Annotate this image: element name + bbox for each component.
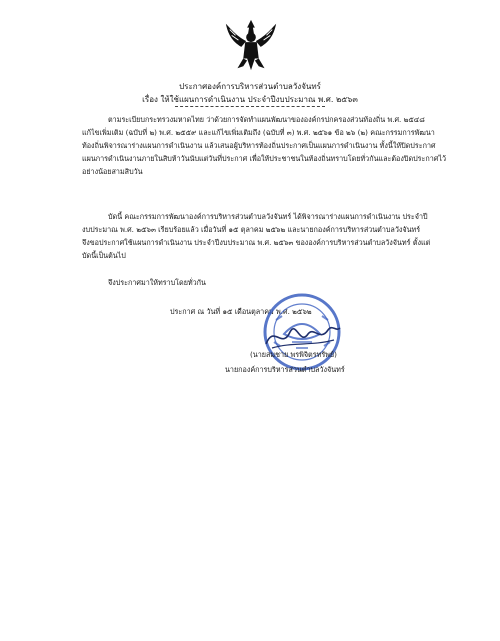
paragraph-line: อย่างน้อยสามสิบวัน [82,167,143,176]
paragraph-line: แผนการดำเนินงานภายในสิบห้าวันนับแต่วันที่ประกาศ เพื่อให้ประชาชนในท้องถิ่นทราบโดยทั่วกันและต้องปิดประกาศไว้ [82,154,446,163]
paragraph-line: จึงประกาศมาให้ทราบโดยทั่วกัน [108,278,206,287]
announcement-date: ประกาศ ณ วันที่ ๑๕ เดือนตุลาคม พ.ศ. ๒๕๖๒ [170,307,312,316]
signer-name: (นายสมชาย พรพิจิตรทรัพย์) [250,350,337,359]
paragraph-line: ท้องถิ่นพิจารณาร่างแผนการดำเนินงาน แล้วเสนอผู้บริหารท้องถิ่นประกาศเป็นแผนการดำเนินงาน ทั้งนี้ให้ปิดประกาศ [82,141,436,150]
signer-position: นายกองค์การบริหารส่วนตำบลวังจันทร์ [225,365,345,374]
paragraph-regulation [82,113,450,178]
garuda-emblem-icon [222,16,280,74]
paragraph-line: บัดนี้เป็นต้นไป [82,251,126,260]
divider [175,106,325,107]
paragraph-closing [82,276,450,289]
paragraph-line: ตามระเบียบกระทรวงมหาดไทย ว่าด้วยการจัดทำแผนพัฒนาขององค์กรปกครองส่วนท้องถิ่น พ.ศ. ๒๕๔๘ [108,115,425,124]
paragraph-approval [82,210,450,262]
paragraph-line: งบประมาณ พ.ศ. ๒๕๖๓ เรียบร้อยแล้ว เมื่อวันที่ ๑๕ ตุลาคม ๒๕๖๒ และนายกองค์การบริหารส่วนตำบลวังจันทร์ [82,225,421,234]
paragraph-line: จึงขอประกาศใช้แผนการดำเนินงาน ประจำปีงบประมาณ พ.ศ. ๒๕๖๓ ขององค์การบริหารส่วนตำบลวังจันทร์ ตั้งแต่ [82,238,431,247]
announcement-title: ประกาศองค์การบริหารส่วนตำบลวังจันทร์ [179,82,321,91]
paragraph-line: แก้ไขเพิ่มเติม (ฉบับที่ ๒) พ.ศ. ๒๕๕๙ และแก้ไขเพิ่มเติมถึง (ฉบับที่ ๓) พ.ศ. ๒๕๖๑ ข้อ ๒๖ (๒) คณะกรรมการพัฒนา [82,128,435,137]
paragraph-line: บัดนี้ คณะกรรมการพัฒนาองค์การบริหารส่วนตำบลวังจันทร์ ได้พิจารณาร่างแผนการดำเนินงาน ประจำปี [108,212,428,221]
announcement-subject: เรื่อง ให้ใช้แผนการดำเนินงาน ประจำปีงบประมาณ พ.ศ. ๒๕๖๓ [142,95,358,104]
